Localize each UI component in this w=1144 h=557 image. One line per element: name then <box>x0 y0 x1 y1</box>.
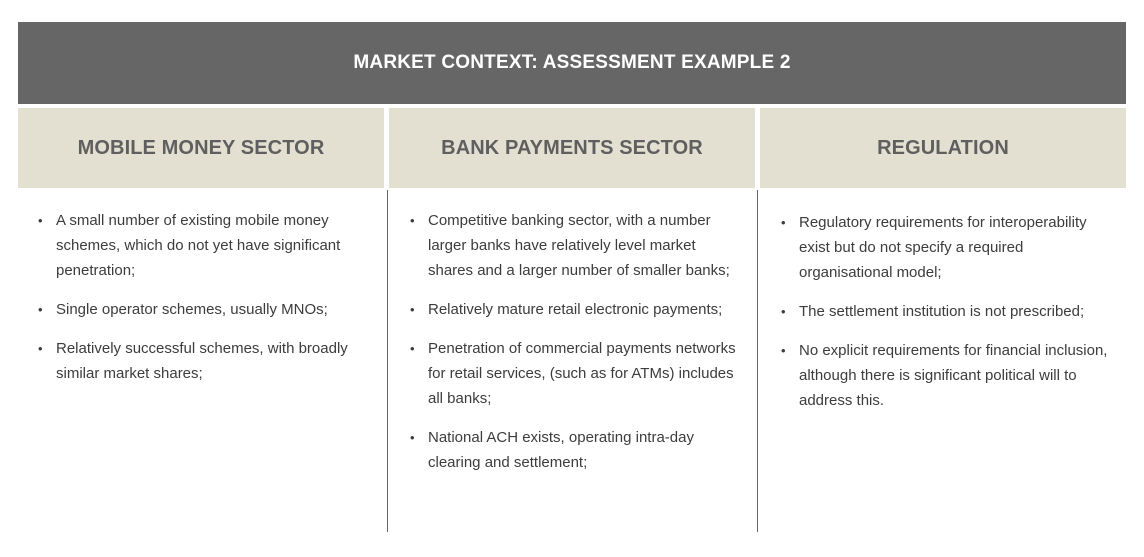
list-item-text: The settlement institution is not prescribed; <box>799 303 1085 320</box>
list-item-text: No explicit requirements for financial inclusion, although there is significant political will to address this. <box>799 342 1108 409</box>
table-title: MARKET CONTEXT: ASSESSMENT EXAMPLE 2 <box>353 52 791 73</box>
bullet-icon: • <box>781 343 786 358</box>
list-item <box>408 336 743 411</box>
list-item-text: Regulatory requirements for interoperability exist but do not specify a required organisational model; <box>799 214 1087 281</box>
list-item <box>36 297 366 322</box>
list-item-text: Relatively successful schemes, with broadly similar market shares; <box>56 340 348 382</box>
column-heading: REGULATION <box>877 136 1009 159</box>
column-header-regulation <box>760 108 1126 188</box>
column-body-regulation <box>779 210 1114 552</box>
list-item-text: Relatively mature retail electronic payments; <box>428 301 723 318</box>
column-body-bank-payments <box>408 208 743 550</box>
bullet-list <box>36 208 366 386</box>
bullet-icon: • <box>410 430 415 445</box>
list-item-text: Single operator schemes, usually MNOs; <box>56 301 328 318</box>
list-item-text: National ACH exists, operating intra-day clearing and settlement; <box>428 429 694 471</box>
bullet-list <box>408 208 743 475</box>
list-item <box>36 336 366 386</box>
bullet-icon: • <box>38 213 43 228</box>
list-item <box>36 208 366 283</box>
list-item <box>408 297 743 322</box>
list-item <box>779 338 1114 413</box>
list-item <box>779 210 1114 285</box>
bullet-icon: • <box>781 304 786 319</box>
column-body-mobile-money <box>36 208 366 550</box>
column-heading: MOBILE MONEY SECTOR <box>77 136 325 159</box>
bullet-icon: • <box>38 341 43 356</box>
list-item-text: Competitive banking sector, with a number larger banks have relatively level market shares and a larger number of smaller banks; <box>428 212 730 279</box>
column-divider <box>387 190 388 532</box>
list-item <box>408 208 743 283</box>
list-item <box>408 425 743 475</box>
column-heading: BANK PAYMENTS SECTOR <box>441 136 703 159</box>
market-context-table <box>18 22 1126 532</box>
bullet-list <box>779 210 1114 413</box>
bullet-icon: • <box>781 215 786 230</box>
list-item-text: Penetration of commercial payments networks for retail services, (such as for ATMs) includes all banks; <box>428 340 736 407</box>
column-header-bank-payments <box>389 108 755 188</box>
column-header-mobile-money <box>18 108 384 188</box>
list-item <box>779 299 1114 324</box>
bullet-icon: • <box>410 341 415 356</box>
list-item-text: A small number of existing mobile money schemes, which do not yet have significant penetration; <box>56 212 341 279</box>
column-divider <box>757 190 758 532</box>
bullet-icon: • <box>410 213 415 228</box>
bullet-icon: • <box>410 302 415 317</box>
title-bar <box>18 22 1126 104</box>
bullet-icon: • <box>38 302 43 317</box>
